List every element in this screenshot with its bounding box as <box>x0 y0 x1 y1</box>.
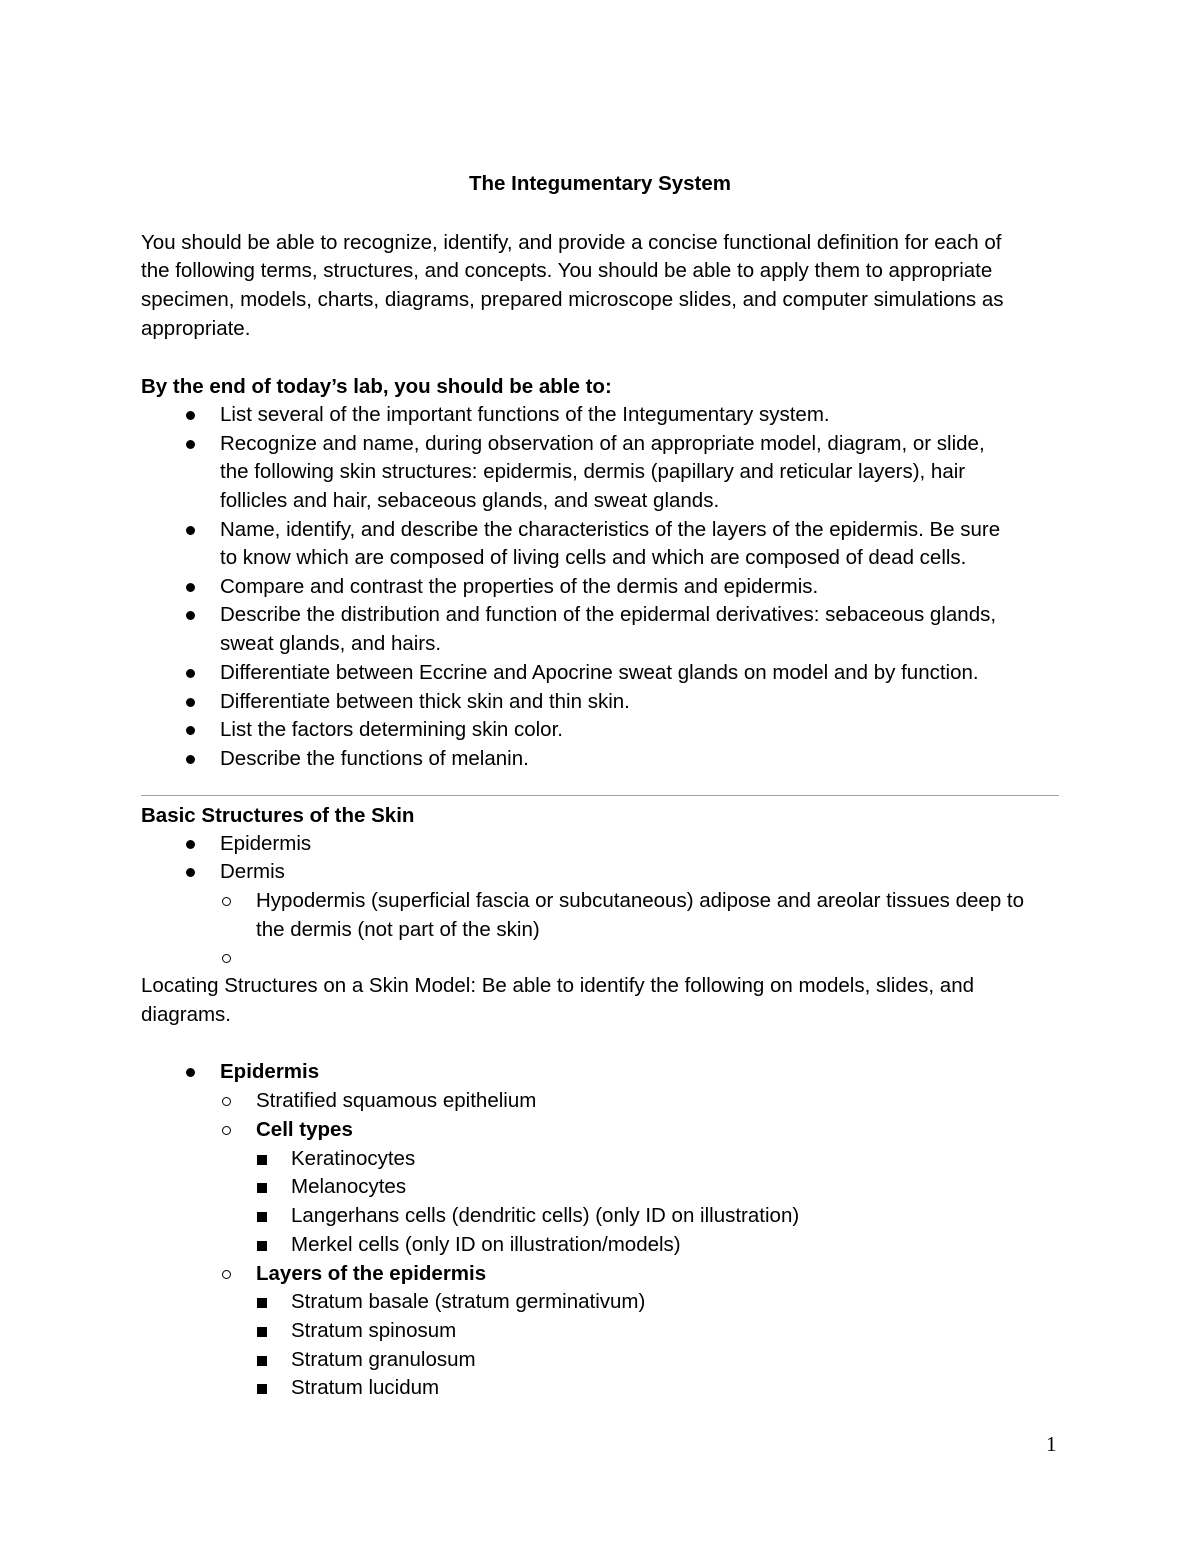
objective-item: Describe the functions of melanin. <box>220 747 529 770</box>
locating-line: diagrams. <box>141 1003 232 1026</box>
bullet-icon <box>186 830 195 858</box>
bullet-icon <box>186 745 195 773</box>
circle-bullet-icon <box>222 1260 231 1288</box>
cell-type-item: Merkel cells (only ID on illustration/models) <box>291 1233 681 1256</box>
bullet-icon <box>186 516 195 544</box>
layer-item: Stratum granulosum <box>291 1348 476 1371</box>
square-bullet-icon <box>257 1288 267 1316</box>
epidermis-subitem: Stratified squamous epithelium <box>256 1089 537 1112</box>
bullet-icon <box>186 1058 195 1086</box>
intro-line: specimen, models, charts, diagrams, prepared microscope slides, and computer simulations as <box>141 288 1004 311</box>
cell-type-item: Keratinocytes <box>291 1147 416 1170</box>
bullet-icon <box>186 573 195 601</box>
page-number: 1 <box>1046 1432 1057 1456</box>
basic-item: Epidermis <box>220 832 312 855</box>
objective-item: Recognize and name, during observation of an appropriate model, diagram, or slide, <box>220 432 985 455</box>
circle-bullet-icon <box>222 944 231 972</box>
layer-item: Stratum spinosum <box>291 1319 457 1342</box>
objective-item: List several of the important functions of the Integumentary system. <box>220 403 830 426</box>
objective-item: Differentiate between thick skin and thin skin. <box>220 690 630 713</box>
bullet-icon <box>186 430 195 458</box>
intro-line: the following terms, structures, and concepts. You should be able to apply them to appropriate <box>141 259 993 282</box>
layer-item: Stratum lucidum <box>291 1376 440 1399</box>
intro-line: You should be able to recognize, identify, and provide a concise functional definition for each of <box>141 231 1002 254</box>
layer-item: Stratum basale (stratum germinativum) <box>291 1290 646 1313</box>
objective-item-cont: the following skin structures: epidermis, dermis (papillary and reticular layers), hair <box>220 460 966 483</box>
basic-item: Dermis <box>220 860 285 883</box>
circle-bullet-icon <box>222 1087 231 1115</box>
bullet-icon <box>186 716 195 744</box>
square-bullet-icon <box>257 1173 267 1201</box>
circle-bullet-icon <box>222 1116 231 1144</box>
cell-type-item: Langerhans cells (dendritic cells) (only ID on illustration) <box>291 1204 800 1227</box>
layers-heading: Layers of the epidermis <box>256 1262 487 1285</box>
intro-line: appropriate. <box>141 317 251 340</box>
basic-structures-heading: Basic Structures of the Skin <box>141 804 415 827</box>
bullet-icon <box>186 659 195 687</box>
epidermis-heading: Epidermis <box>220 1060 320 1083</box>
objective-item: Differentiate between Eccrine and Apocrine sweat glands on model and by function. <box>220 661 979 684</box>
square-bullet-icon <box>257 1374 267 1402</box>
objective-item: List the factors determining skin color. <box>220 718 563 741</box>
bullet-icon <box>186 858 195 886</box>
objective-item-cont: follicles and hair, sebaceous glands, and sweat glands. <box>220 489 720 512</box>
section-divider <box>141 795 1059 796</box>
page-title: The Integumentary System <box>468 172 731 195</box>
bullet-icon <box>186 401 195 429</box>
cell-types-heading: Cell types <box>256 1118 353 1141</box>
square-bullet-icon <box>257 1346 267 1374</box>
objective-item: Describe the distribution and function of the epidermal derivatives: sebaceous glands, <box>220 603 997 626</box>
locating-line: Locating Structures on a Skin Model: Be able to identify the following on models, slides, and <box>141 974 975 997</box>
objective-item-cont: sweat glands, and hairs. <box>220 632 442 655</box>
square-bullet-icon <box>257 1202 267 1230</box>
bullet-icon <box>186 688 195 716</box>
objectives-heading: By the end of today’s lab, you should be able to: <box>141 375 612 398</box>
circle-bullet-icon <box>222 887 231 915</box>
square-bullet-icon <box>257 1317 267 1345</box>
basic-subitem: Hypodermis (superficial fascia or subcutaneous) adipose and areolar tissues deep to <box>256 889 1025 912</box>
objective-item-cont: to know which are composed of living cells and which are composed of dead cells. <box>220 546 967 569</box>
bullet-icon <box>186 601 195 629</box>
cell-type-item: Melanocytes <box>291 1175 407 1198</box>
objective-item: Name, identify, and describe the characteristics of the layers of the epidermis. Be sure <box>220 518 1001 541</box>
square-bullet-icon <box>257 1231 267 1259</box>
square-bullet-icon <box>257 1145 267 1173</box>
objective-item: Compare and contrast the properties of the dermis and epidermis. <box>220 575 819 598</box>
basic-subitem-cont: the dermis (not part of the skin) <box>256 918 540 941</box>
